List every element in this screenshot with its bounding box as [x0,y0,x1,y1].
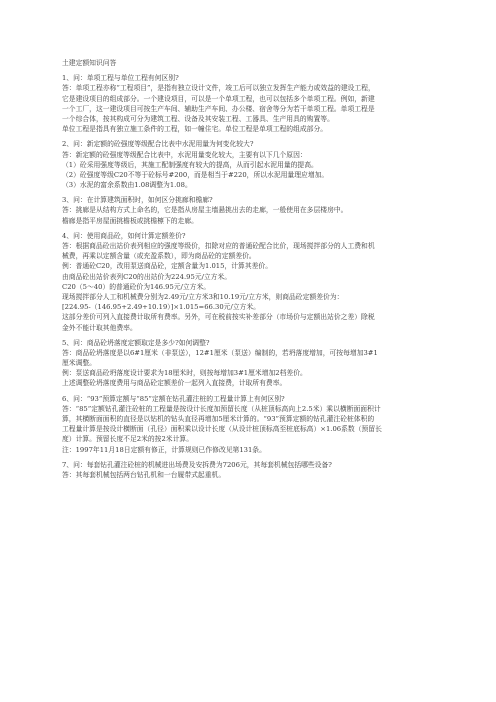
qa-section-4 [62,231,438,333]
answer-line: 这部分差价可列入直接费计取所有费率。另外，可在税前按实补差部分（市场价与定额出站价之差）除税 [62,313,375,322]
answer-line: 单位工程是指具有独立施工条件的工程，如一幢住宅。单位工程是单项工程的组成部分。 [62,125,328,134]
question-line: 4、问：使用商品砼，如何计算定额差价? [62,231,186,240]
answer-line: 答：挑廊是从结构方式上命名的，它是指从房屋主墙悬挑出去的走廊，一般使用在多层楼房中。 [62,206,348,215]
answer-line: 工程量计算是按设计横断面（孔径）面积乘以设计长度（从设计桩顶标高至桩底标高）×1.06系数（预留长 [62,425,382,434]
answer-line: 注：1997年11月18日定额有修正，计算规则已作修改见第131条。 [62,445,266,454]
answer-line: [224.95-（146.95+2.49+10.19）]×1.015=66.30元/立方米。 [62,303,260,312]
document-body [62,58,438,480]
answer-line: 械费，再乘以定额含量（或充盈系数），即为商品砼的定额差价。 [62,252,256,261]
qa-section-1 [62,73,438,134]
question-line: 6、问：“93”预算定额与“85”定额在钻孔灌注桩的工程量计算上有何区别? [62,394,285,403]
answer-line: 答：商品砼坍落度是以6#1厘米（非泵送），12#1厘米（泵送）编制的，若坍落度增加，可按每增加3#1 [62,348,378,357]
answer-line: 它是建设项目的组成部分。一个建设项目，可以是一个单项工程，也可以包括多个单项工程。例如，新建 [62,94,375,103]
answer-line: 檐廊是指平房屋面挑檐板或挑檐檩下的走廊。 [62,216,198,225]
question-line: 5、问：商品砼坍落度定额取定是多少?如何调整? [62,338,210,347]
qa-section-2 [62,139,438,190]
question-line: 3、问：在计算建筑面积时，如何区分挑廊和檐廊? [62,196,213,205]
answer-line: 厘米调整。 [62,359,96,368]
answer-line: 答：根据商品砼出站价表列相应的强度等级价，扣除对应的普通砼配合比价，现场搅拌部分的人工费和机 [62,242,375,250]
answer-line: 答：其每套机械包括两台钻孔机和一台履带式起重机。 [62,470,226,479]
answer-line: 一个综合体，按其构成可分为建筑工程、设备及其安装工程、工器具、生产用具的购置等。 [62,114,334,123]
answer-line: 答：“85”定额钻孔灌注砼桩的工程量是按设计长度加预留长度（从桩顶标高向上2.5米）乘以横断面面积计 [62,404,381,413]
answer-line: 金外不能计取其他费率。 [62,323,137,332]
question-line: 1、问：单项工程与单位工程有何区别? [62,74,179,83]
qa-section-7 [62,460,438,480]
answer-line: 一个工厂，这一建设项目可按生产车间、辅助生产车间、办公楼、宿舍等分为若干单项工程。单项工程是 [62,104,375,113]
question-line: 2、问：新定额的砼强度等级配合比表中水泥用量为何变化较大? [62,140,254,149]
answer-line: 例：普通砼C20，改用泵送商品砼，定额含量为1.015，计算其差价。 [62,262,273,271]
answer-line: （3）水泥的富余系数由1.08调整为1.08。 [62,181,192,190]
answer-line: （1）砼采用强度等级后，其施工配制强度有较大的提高，从而引起水泥用量的提高。 [62,160,318,169]
answer-line: 上述调整砼坍落度费用与商品砼定额差价一起列入直接费，计取所有费率。 [62,379,287,388]
answer-line: 现场搅拌部分人工和机械费分别为2.49元/立方米3和10.19元/立方米，则商品砼定额差价为： [62,292,344,301]
answer-line: C20（5～40）的普通砼价为146.95元/立方米。 [62,282,211,291]
answer-line: （2）砼强度等级C20不等于砼标号#200，而是相当于#220，所以水泥用量理应增加。 [62,170,329,179]
qa-section-6 [62,394,438,455]
answer-line: 答：新定额的砼强度等级配合比表中，水泥用量变化较大，主要有以下几个原因： [62,150,307,159]
answer-line: 答：单项工程亦称“工程项目”，是指有独立设计文件，竣工后可以独立发挥生产能力或效益的建设工程， [62,84,375,93]
question-line: 7、问：每套钻孔灌注砼桩的机械进出场费及安拆费为7206元，其每套机械包括哪些设备? [62,460,332,469]
document-title: 土建定额知识问答 [62,59,117,67]
answer-line: 算，其横断面面积的直径是以钻机的钻头直径再增加5厘米计算的。“93”预算定额的钻孔灌注砼桩体积的 [62,415,375,423]
answer-line: 度）计算。预留长度不足2米的按2米计算。 [62,435,193,444]
answer-line: 例：泵送商品砼坍落度设计要求为18厘米时，则按每增加3#1厘米增加2档差价。 [62,369,307,378]
answer-line: 由商品砼出站价表列C20的出站价为224.95元/立方米。 [62,272,232,281]
qa-section-5 [62,338,438,389]
qa-section-3 [62,195,438,226]
